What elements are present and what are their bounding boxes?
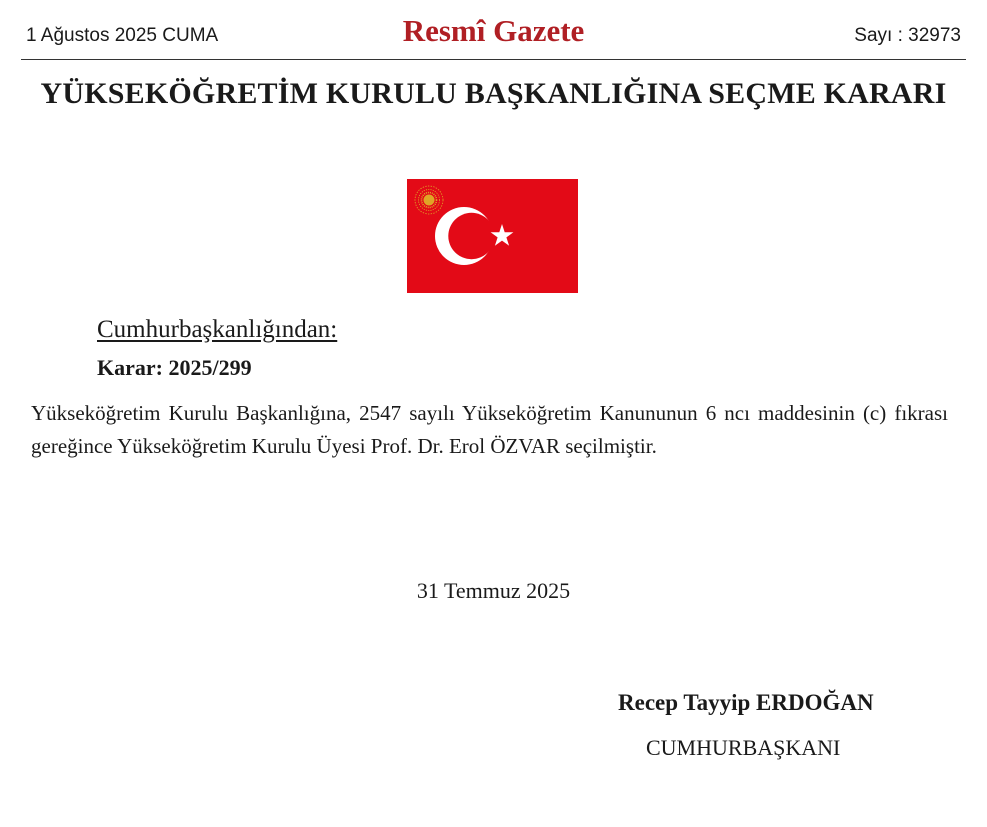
signer-title: CUMHURBAŞKANI: [646, 735, 841, 760]
issue-number: Sayı : 32973: [854, 25, 961, 46]
issuer-heading: Cumhurbaşkanlığından:: [97, 316, 338, 343]
signature-date: 31 Temmuz 2025: [416, 578, 571, 603]
decision-number: Karar: 2025/299: [97, 355, 252, 380]
header-divider: [21, 59, 966, 60]
decision-body: Yükseköğretim Kurulu Başkanlığına, 2547 sayılı Yükseköğretim Kanununun 6 ncı maddesinin (c) fıkrası gereğince Yükseköğretim Kurulu Üyesi Prof. Dr. Erol ÖZVAR seçilmiştir.: [31, 401, 948, 458]
gazette-title: Resmî Gazete: [402, 13, 585, 48]
header-date: 1 Ağustos 2025 CUMA: [26, 25, 219, 46]
turkish-flag-icon: [407, 179, 578, 293]
signer-name: Recep Tayyip ERDOĞAN: [618, 690, 874, 715]
document-title: YÜKSEKÖĞRETİM KURULU BAŞKANLIĞINA SEÇME KARARI: [40, 77, 947, 110]
